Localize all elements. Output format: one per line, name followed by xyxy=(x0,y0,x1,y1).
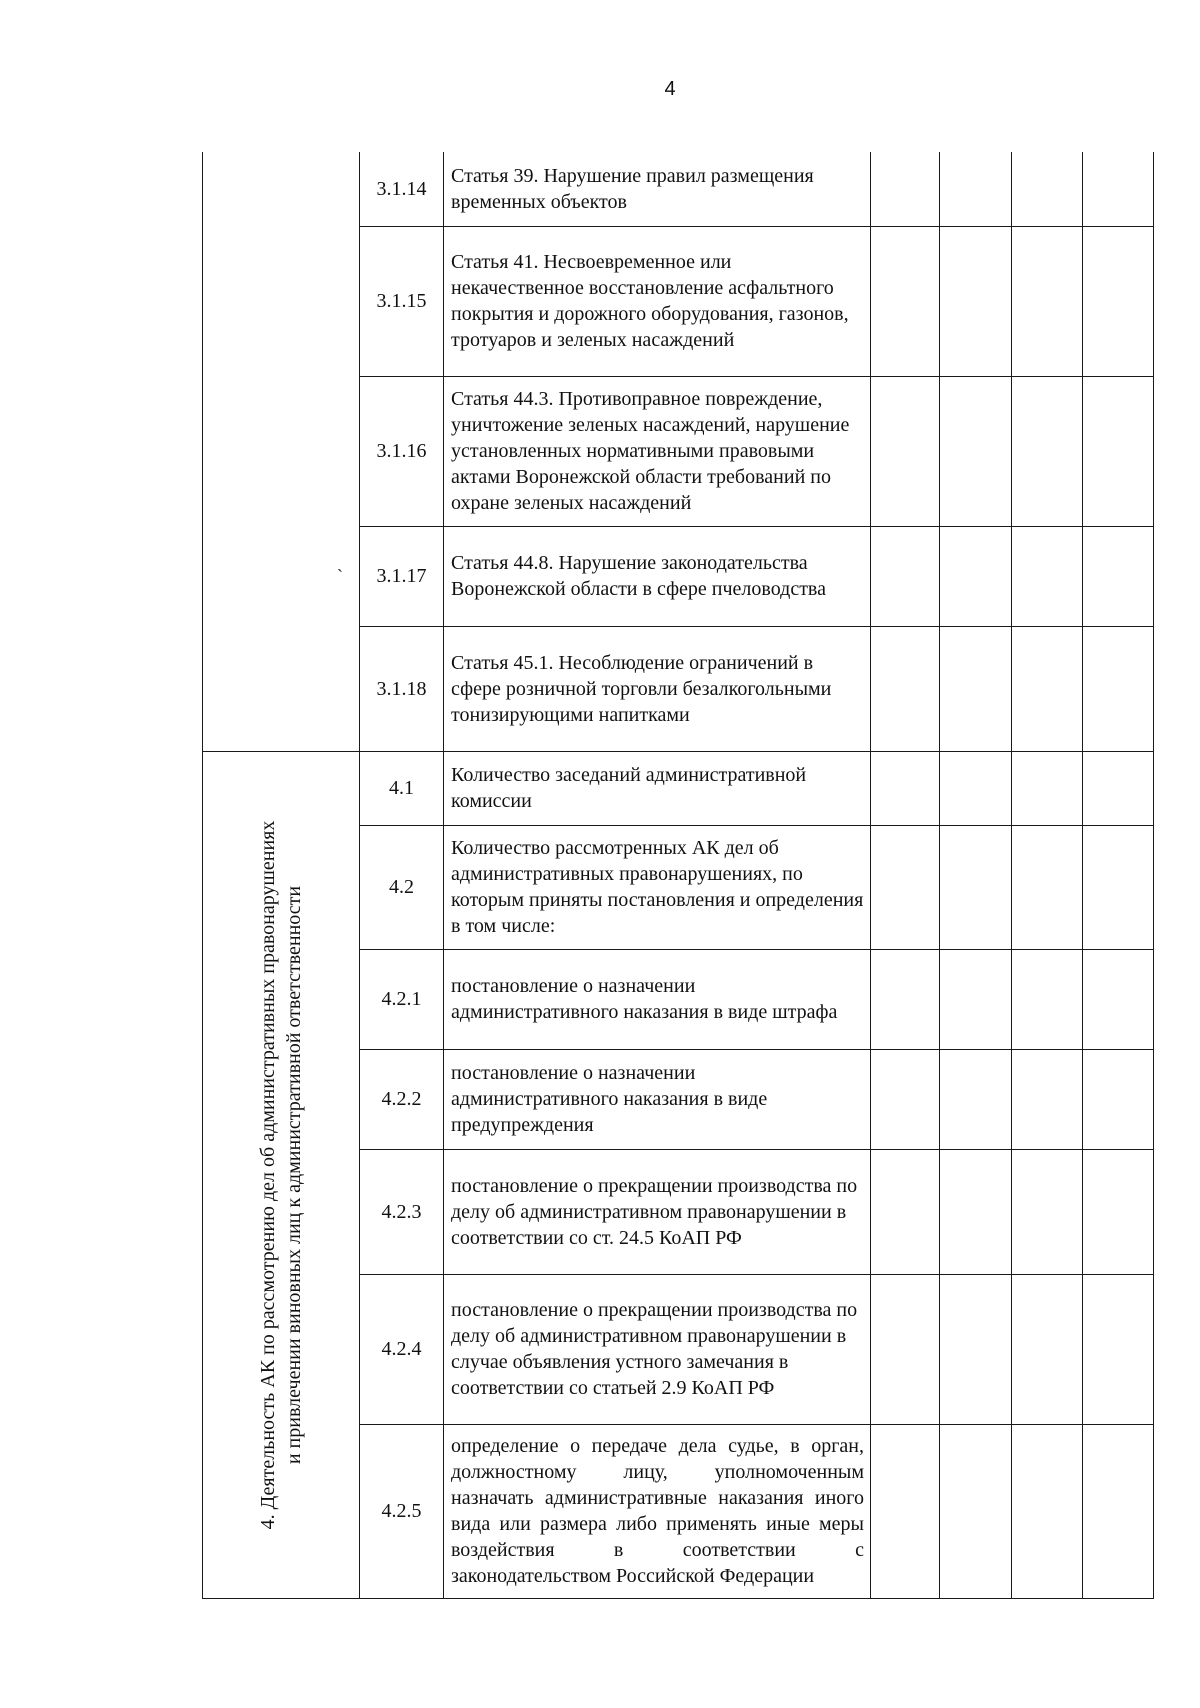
value-cell xyxy=(871,226,940,376)
value-cell xyxy=(871,1274,940,1424)
value-cell xyxy=(871,626,940,751)
row-description: Статья 44.8. Нарушение законодательства Воронежской области в сфере пчеловодства xyxy=(444,526,871,626)
row-description: постановление о прекращении производства по делу об административном правонарушении в случае объявления устного замечания в соответствии со статьей 2.9 КоАП РФ xyxy=(444,1274,871,1424)
row-number: 4.2.5 xyxy=(360,1424,444,1598)
row-number: 4.2.2 xyxy=(360,1049,444,1149)
value-cell xyxy=(940,626,1012,751)
value-cell xyxy=(1083,226,1154,376)
row-description: определение о передаче дела судье, в орган, должностному лицу, уполномоченным назначать административные наказания иного вида или размера либо применять иные меры воздействия в соответствии с законодательством Российской Федерации xyxy=(444,1424,871,1598)
value-cell xyxy=(1083,1424,1154,1598)
value-cell xyxy=(1083,1049,1154,1149)
table-row xyxy=(203,751,1154,825)
value-cell xyxy=(1012,1149,1083,1274)
value-cell xyxy=(1083,152,1154,226)
value-cell xyxy=(871,1149,940,1274)
value-cell xyxy=(1083,949,1154,1049)
row-description: Количество рассмотренных АК дел об административных правонарушениях, по которым приняты постановления и определения в том числе: xyxy=(444,825,871,949)
table-row xyxy=(203,152,1154,226)
row-description: Статья 44.3. Противоправное повреждение, уничтожение зеленых насаждений, нарушение установленных нормативными правовыми актами Воронежской области требований по охране зеленых насаждений xyxy=(444,376,871,526)
value-cell xyxy=(1083,1149,1154,1274)
value-cell xyxy=(940,1149,1012,1274)
value-cell xyxy=(871,825,940,949)
row-number: 3.1.16 xyxy=(360,376,444,526)
value-cell xyxy=(871,152,940,226)
value-cell xyxy=(940,1274,1012,1424)
row-description: постановление о прекращении производства по делу об административном правонарушении в соответствии со ст. 24.5 КоАП РФ xyxy=(444,1149,871,1274)
value-cell xyxy=(1083,626,1154,751)
report-table xyxy=(202,152,1154,1599)
value-cell xyxy=(940,376,1012,526)
value-cell xyxy=(1012,226,1083,376)
value-cell xyxy=(1012,751,1083,825)
value-cell xyxy=(940,1049,1012,1149)
value-cell xyxy=(1012,1424,1083,1598)
row-number: 3.1.18 xyxy=(360,626,444,751)
section-4-title-line-1: 4. Деятельность АК по рассмотрению дел об административных правонарушениях xyxy=(257,820,279,1529)
value-cell xyxy=(1083,751,1154,825)
value-cell xyxy=(1012,825,1083,949)
section-4-title-line-2: и привлечении виновных лиц к административной ответственности xyxy=(283,885,305,1464)
row-description: постановление о назначении административного наказания в виде предупреждения xyxy=(444,1049,871,1149)
value-cell xyxy=(940,751,1012,825)
value-cell xyxy=(1012,949,1083,1049)
value-cell xyxy=(940,226,1012,376)
row-number: 4.2.4 xyxy=(360,1274,444,1424)
row-number: 3.1.14 xyxy=(360,152,444,226)
row-number: 4.2.3 xyxy=(360,1149,444,1274)
row-description: Статья 45.1. Несоблюдение ограничений в сфере розничной торговли безалкогольными тонизирующими напитками xyxy=(444,626,871,751)
value-cell xyxy=(940,526,1012,626)
value-cell xyxy=(940,1424,1012,1598)
value-cell xyxy=(940,152,1012,226)
value-cell xyxy=(871,751,940,825)
value-cell xyxy=(1083,376,1154,526)
section-3-continuation-cell xyxy=(203,152,360,751)
section-4-title xyxy=(255,745,307,1605)
row-description: Статья 41. Несвоевременное или некачественное восстановление асфальтного покрытия и дорожного оборудования, газонов, тротуаров и зеленых насаждений xyxy=(444,226,871,376)
value-cell xyxy=(871,949,940,1049)
value-cell xyxy=(1083,1274,1154,1424)
value-cell xyxy=(1083,526,1154,626)
stray-mark: ` xyxy=(337,566,343,586)
value-cell xyxy=(1012,526,1083,626)
row-number: 4.1 xyxy=(360,751,444,825)
row-number: 3.1.15 xyxy=(360,226,444,376)
value-cell xyxy=(871,1049,940,1149)
value-cell xyxy=(1012,1049,1083,1149)
value-cell xyxy=(871,1424,940,1598)
value-cell xyxy=(1012,376,1083,526)
page-number: 4 xyxy=(664,78,676,100)
value-cell xyxy=(871,376,940,526)
value-cell xyxy=(940,949,1012,1049)
value-cell xyxy=(940,825,1012,949)
row-description: Статья 39. Нарушение правил размещения временных объектов xyxy=(444,152,871,226)
row-number: 4.2.1 xyxy=(360,949,444,1049)
value-cell xyxy=(1012,152,1083,226)
row-description: постановление о назначении административного наказания в виде штрафа xyxy=(444,949,871,1049)
row-number: 4.2 xyxy=(360,825,444,949)
value-cell xyxy=(1083,825,1154,949)
row-description: Количество заседаний административной комиссии xyxy=(444,751,871,825)
section-4-title-cell xyxy=(203,751,360,1598)
row-number: 3.1.17 xyxy=(360,526,444,626)
value-cell xyxy=(1012,1274,1083,1424)
value-cell xyxy=(871,526,940,626)
value-cell xyxy=(1012,626,1083,751)
